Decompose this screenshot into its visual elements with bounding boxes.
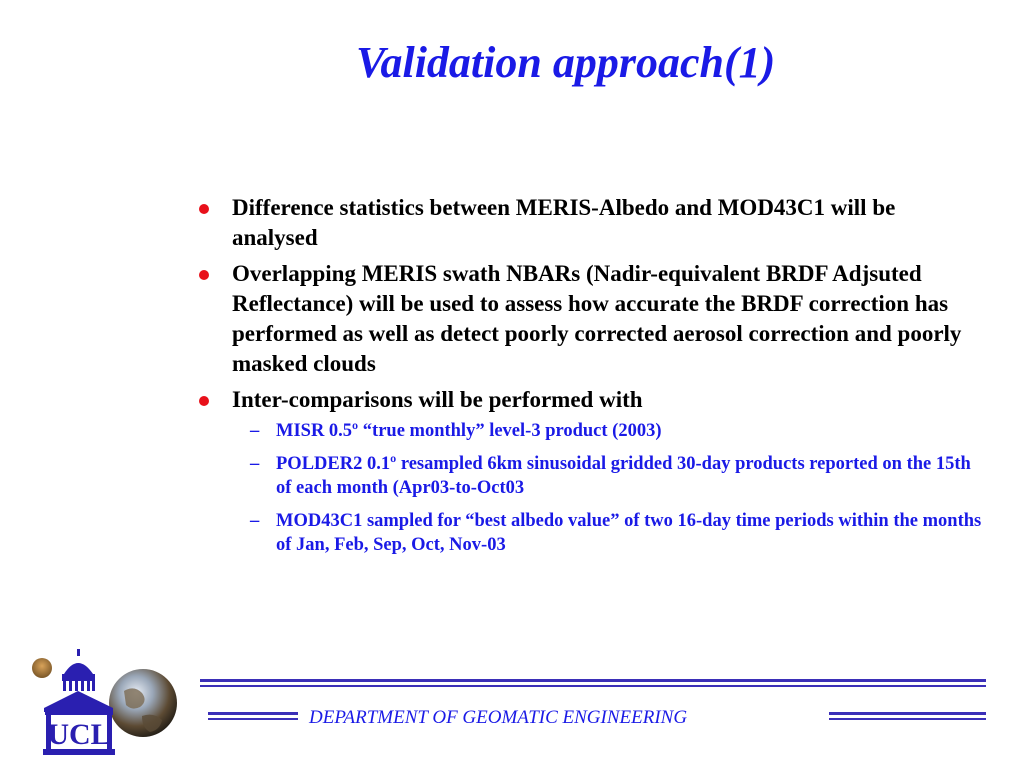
sub-bullet-text: MISR 0.5º “true monthly” level-3 product (2003) xyxy=(276,421,662,441)
bullet-text: Inter-comparisons will be performed with xyxy=(232,387,643,412)
footer-rule-right xyxy=(829,718,986,720)
bullet-text: Overlapping MERIS swath NBARs (Nadir-equivalent BRDF Adjsuted Reflectance) will be used to assess how accurate the BRDF correction has performed as well as detect poorly corrected aerosol correction and poorly masked clouds xyxy=(232,261,962,376)
sub-bullet-item xyxy=(232,419,986,443)
footer-rule-left xyxy=(208,712,298,715)
bullet-item xyxy=(196,259,986,379)
slide-title: Validation approach(1) xyxy=(356,38,776,87)
footer-rule xyxy=(200,679,986,682)
sub-bullet-item xyxy=(232,509,986,557)
left-globe-icon xyxy=(32,658,52,678)
bullet-dot-icon xyxy=(199,396,209,406)
bullet-list xyxy=(196,193,986,566)
sub-bullet-text: MOD43C1 sampled for “best albedo value” of two 16-day time periods within the months of Jan, Feb, Sep, Oct, Nov-03 xyxy=(276,511,982,555)
footer-rule-left xyxy=(208,718,298,720)
dash-icon: – xyxy=(250,421,260,441)
department-name: DEPARTMENT OF GEOMATIC ENGINEERING xyxy=(309,707,688,728)
bullet-dot-icon xyxy=(199,270,209,280)
sub-bullet-text: POLDER2 0.1º resampled 6km sinusoidal gridded 30-day products reported on the 15th of each month (Apr03-to-Oct03 xyxy=(276,454,971,498)
bullet-item xyxy=(196,385,986,557)
ucl-logo-text: UCL xyxy=(47,718,111,751)
bullet-dot-icon xyxy=(199,204,209,214)
sub-bullet-item xyxy=(232,452,986,500)
dash-icon: – xyxy=(250,511,260,531)
bullet-item xyxy=(196,193,986,253)
footer-rule xyxy=(200,685,986,687)
ucl-logo-graphic xyxy=(32,646,182,764)
footer-rule-right xyxy=(829,712,986,715)
sub-bullet-list xyxy=(232,419,986,557)
ucl-logo xyxy=(32,646,182,764)
bullet-text: Difference statistics between MERIS-Albedo and MOD43C1 will be analysed xyxy=(232,195,896,250)
dash-icon: – xyxy=(250,454,260,474)
